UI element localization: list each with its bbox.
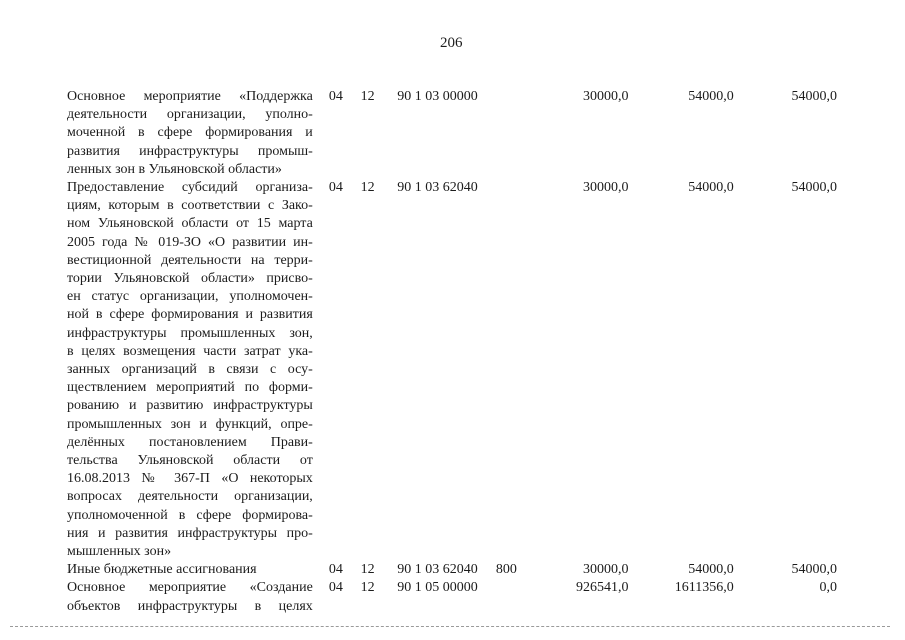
- table-row: [67, 179, 837, 561]
- section-code: 04: [328, 89, 343, 104]
- amount-year-3: 54000,0: [791, 180, 837, 196]
- description-line: делённых постановлением Прави-: [67, 434, 313, 450]
- expense-type-code: 800: [495, 562, 517, 578]
- description-line: тории Ульяновской области» присво-: [67, 271, 313, 287]
- amount-year-1: 926541,0: [576, 580, 629, 596]
- amount-year-3: 54000,0: [791, 562, 837, 578]
- description-line: циям, которым в соответствии с Зако-: [67, 198, 313, 214]
- description-line: 16.08.2013 № 367-П «О некоторых: [67, 471, 313, 487]
- target-article-code: 90 1 03 62040: [397, 562, 478, 578]
- description-line: ния и развития инфраструктуры про-: [67, 525, 313, 541]
- description-line: вопросах деятельности организации,: [67, 489, 313, 505]
- section-code: 04: [328, 562, 343, 578]
- section-code: 04: [328, 580, 343, 596]
- table-row: [67, 88, 837, 179]
- target-article-code: 90 1 05 00000: [397, 580, 478, 596]
- description-line: промышленных зон и функций, опре-: [67, 416, 313, 432]
- description-line: ен статус организации, уполномочен-: [67, 289, 313, 305]
- amount-year-3: 54000,0: [791, 89, 837, 104]
- description-line: моченной в сфере формирования и: [67, 125, 313, 141]
- page-bottom-rule: [10, 626, 890, 627]
- subsection-code: 12: [360, 180, 375, 196]
- description-line: ществлением мероприятий по форми-: [67, 380, 313, 396]
- description-line: Основное мероприятие «Поддержка: [67, 89, 313, 104]
- table-row: [67, 561, 837, 579]
- subsection-code: 12: [360, 580, 375, 596]
- description-line: рованию и развитию инфраструктуры: [67, 398, 313, 414]
- table-row: [67, 579, 837, 615]
- row-description: [67, 579, 313, 615]
- description-line: Предоставление субсидий организа-: [67, 180, 313, 196]
- amount-year-1: 30000,0: [583, 562, 629, 578]
- description-line: ном Ульяновской области от 15 марта: [67, 216, 313, 232]
- row-description: [67, 561, 313, 579]
- description-line: ной в сфере формирования и развития: [67, 307, 313, 323]
- amount-year-3: 0,0: [819, 580, 837, 596]
- description-line: объектов инфраструктуры в целях: [67, 598, 313, 614]
- subsection-code: 12: [360, 562, 375, 578]
- description-line: занных организаций в связи с осу-: [67, 362, 313, 378]
- description-line: в целях возмещения части затрат ука-: [67, 343, 313, 359]
- description-line: тельства Ульяновской области от: [67, 453, 313, 469]
- description-line: вестиционной деятельности на терри-: [67, 252, 313, 268]
- description-line: Основное мероприятие «Создание: [67, 580, 313, 596]
- description-line: 2005 года № 019-ЗО «О развитии ин-: [67, 234, 313, 250]
- description-line: Иные бюджетные ассигнования: [67, 562, 257, 578]
- description-line: инфраструктуры промышленных зон,: [67, 325, 313, 341]
- amount-year-2: 54000,0: [688, 89, 734, 104]
- subsection-code: 12: [360, 89, 375, 104]
- amount-year-2: 54000,0: [688, 180, 734, 196]
- amount-year-2: 1611356,0: [674, 580, 734, 596]
- description-line: мышленных зон»: [67, 544, 172, 560]
- budget-table: [67, 88, 837, 616]
- description-line: уполномоченной в сфере формирова-: [67, 507, 313, 523]
- description-line: ленных зон в Ульяновской области»: [67, 161, 282, 177]
- section-code: 04: [328, 180, 343, 196]
- description-line: деятельности организации, уполно-: [67, 107, 313, 123]
- target-article-code: 90 1 03 00000: [397, 89, 478, 104]
- page-number: 206: [440, 35, 463, 51]
- row-description: [67, 179, 313, 561]
- amount-year-1: 30000,0: [583, 89, 629, 104]
- description-line: развития инфраструктуры промыш-: [67, 143, 313, 159]
- target-article-code: 90 1 03 62040: [397, 180, 478, 196]
- row-description: [67, 88, 313, 179]
- amount-year-1: 30000,0: [583, 180, 629, 196]
- amount-year-2: 54000,0: [688, 562, 734, 578]
